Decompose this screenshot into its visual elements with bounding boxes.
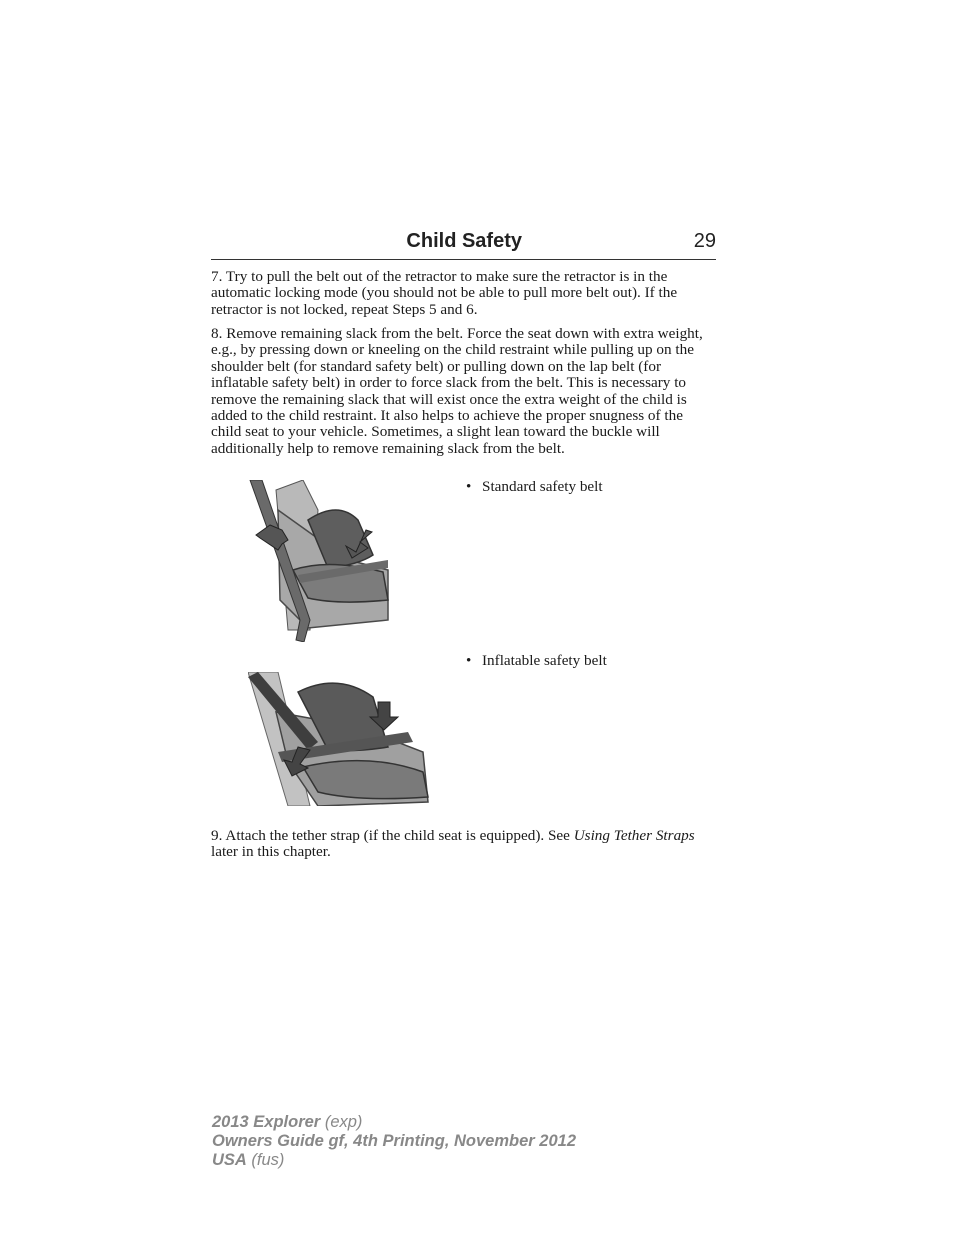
footer-printing: Owners Guide gf, 4th Printing, November 2012: [212, 1132, 576, 1150]
step-7-text: 7. Try to pull the belt out of the retractor to make sure the retractor is in the automatic locking mode (you should not be able to pull more belt out). If the retractor is not locked, repeat Steps 5 and 6.: [211, 268, 678, 318]
bullet-inflatable-belt: • Inflatable safety belt: [466, 652, 607, 669]
tether-straps-reference[interactable]: Using Tether Straps: [573, 827, 695, 844]
bullet-standard-label: Standard safety belt: [482, 478, 603, 495]
section-title: Child Safety: [406, 230, 522, 252]
step-9-prefix: 9. Attach the tether strap (if the child seat is equipped). See: [211, 827, 574, 844]
step-8-text: 8. Remove remaining slack from the belt. Force the seat down with extra weight, e.g., by pressing down or kneeling on the child restraint while pulling up on the shoulder belt (for standard safety belt) or pulling down on the lap belt (for inflatable safety belt) in order to force slack from the belt. This is necessary to remove the remaining slack that will exist once the extra weight of the child is added to the child restraint. It also helps to achieve the proper snugness of the child seat to your vehicle. Sometimes, a slight lean toward the buckle will additionally help to remove remaining slack from the belt.: [211, 325, 703, 457]
page-number: 29: [693, 230, 716, 252]
step-9-suffix: later in this chapter.: [211, 843, 331, 861]
bullet-standard-belt: • Standard safety belt: [466, 478, 603, 495]
footer-line-2: [212, 1132, 576, 1151]
footer-line-3: [212, 1151, 576, 1170]
footer-region-code: (fus): [246, 1151, 285, 1169]
footer-region: USA: [212, 1151, 247, 1169]
page-header: [211, 228, 716, 260]
bullet-inflatable-label: Inflatable safety belt: [482, 652, 607, 669]
step-9-text: [211, 828, 716, 861]
footer-model-code: (exp): [320, 1113, 363, 1131]
standard-belt-illustration: [248, 480, 394, 642]
footer-model: 2013 Explorer: [212, 1113, 321, 1131]
footer-line-1: [212, 1113, 576, 1132]
page-footer: [212, 1113, 576, 1170]
inflatable-belt-illustration: [248, 672, 432, 806]
